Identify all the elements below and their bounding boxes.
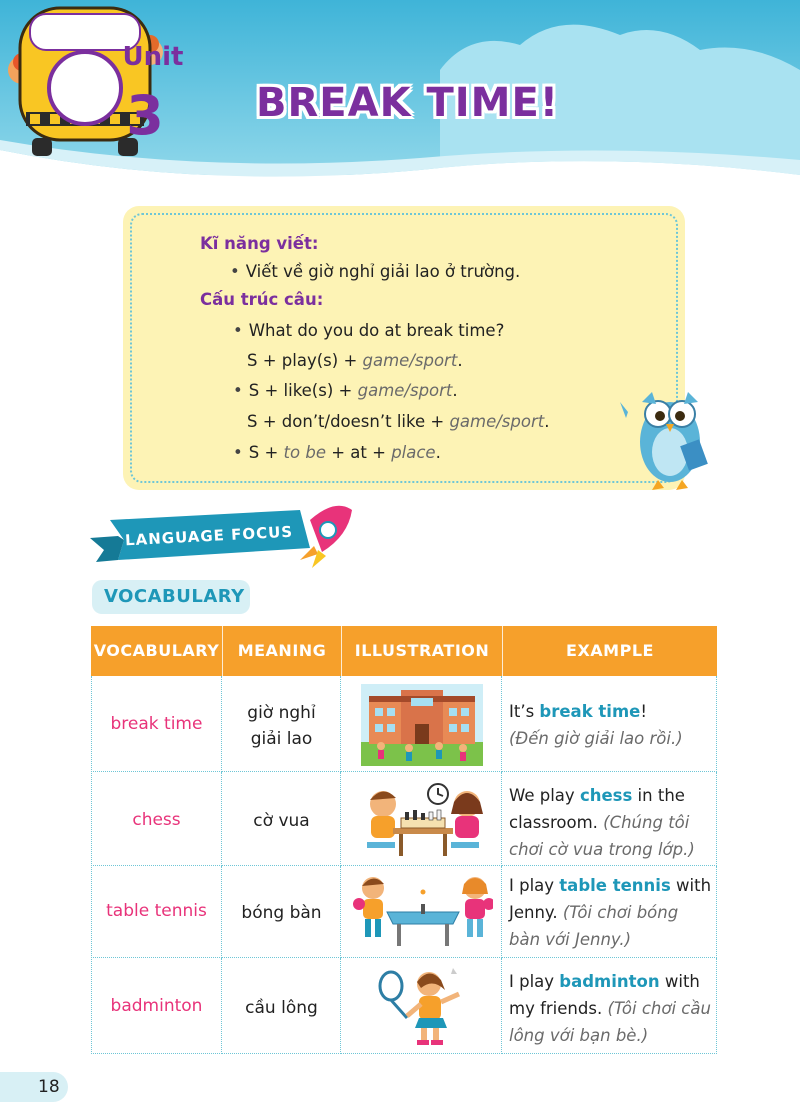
example-translation: lông với bạn bè.): [509, 1026, 649, 1045]
example-text: I play: [509, 876, 560, 895]
structure-placeholder: game/sport: [357, 381, 453, 400]
meaning-line: giải lao: [250, 729, 313, 749]
example-translation: (Đến giờ giải lao rồi.): [509, 729, 683, 748]
example-text: with: [659, 972, 700, 991]
writing-item: [230, 262, 520, 281]
bullet-icon: •: [233, 381, 243, 400]
example-translation: (Chúng tôi: [603, 813, 690, 832]
example-text: It’s: [509, 702, 540, 721]
example-keyword: table tennis: [559, 876, 671, 895]
page-number: 18: [38, 1077, 60, 1097]
vocab-meaning: [222, 700, 341, 752]
example-text: my friends.: [509, 999, 608, 1018]
writing-item-text: Viết về giờ nghỉ giải lao ở trường.: [245, 262, 521, 281]
structure-text: .: [544, 412, 550, 431]
vocab-word: break time: [110, 714, 203, 734]
header-example: EXAMPLE: [566, 641, 654, 660]
structure-text: .: [457, 351, 463, 370]
example-translation: (Tôi chơi bóng: [562, 903, 679, 922]
structure-item-1: [233, 321, 504, 340]
vocab-word: badminton: [110, 996, 203, 1016]
structure-text: + at +: [325, 443, 392, 462]
vocab-example: [509, 872, 714, 953]
structure-item-3: [233, 443, 441, 462]
example-line: [509, 872, 714, 899]
bullet-icon: •: [230, 262, 240, 281]
vocab-meaning: cầu lông: [245, 998, 318, 1018]
example-text: !: [640, 702, 647, 721]
structure-text: S + like(s) +: [248, 381, 358, 400]
example-text: Jenny.: [509, 903, 563, 922]
language-focus-label: LANGUAGE FOCUS: [124, 522, 294, 550]
structure-placeholder: game/sport: [449, 412, 545, 431]
example-translation: bàn với Jenny.): [509, 930, 632, 949]
example-line: [509, 809, 714, 836]
structure-text: .: [452, 381, 458, 400]
school-playground-icon: [361, 684, 483, 766]
kids-playing-table-tennis-icon: [353, 872, 493, 952]
structure-placeholder: game/sport: [362, 351, 458, 370]
unit-title: BREAK TIME!: [256, 80, 560, 126]
example-line: [509, 899, 714, 926]
unit-header: [0, 0, 800, 200]
structure-text: What do you do at break time?: [248, 321, 505, 340]
example-keyword: chess: [579, 786, 633, 805]
table-row: [91, 772, 717, 866]
example-translation: (Tôi chơi cầu: [607, 999, 711, 1018]
vocab-meaning: cờ vua: [253, 811, 310, 831]
vocab-meaning: bóng bàn: [241, 903, 322, 923]
vocabulary-tag-label: VOCABULARY: [104, 586, 245, 607]
example-text: with: [670, 876, 712, 895]
vocab-word: table tennis: [106, 901, 207, 921]
vocab-example: [509, 782, 714, 863]
structure-item-2b: [247, 412, 549, 431]
owl-mascot-icon: [618, 372, 714, 498]
example-line: [509, 782, 714, 809]
structure-placeholder: to be: [283, 443, 326, 462]
structure-heading: Cấu trúc câu:: [200, 290, 324, 309]
rocket-icon: [300, 506, 352, 568]
writing-heading: Kĩ năng viết:: [200, 234, 319, 253]
header-meaning: MEANING: [237, 641, 327, 660]
girl-playing-badminton-icon: [373, 964, 473, 1048]
structure-item-2: [233, 381, 458, 400]
example-text: classroom.: [509, 813, 604, 832]
kids-playing-chess-icon: [353, 780, 491, 860]
example-line: [509, 968, 714, 995]
example-text: We play: [509, 786, 580, 805]
header-vocabulary: VOCABULARY: [93, 641, 220, 660]
meaning-line: giờ nghỉ: [247, 703, 316, 723]
header-illustration: ILLUSTRATION: [354, 641, 490, 660]
unit-label: Unit: [122, 42, 184, 72]
example-keyword: break time: [539, 702, 641, 721]
example-translation: chơi cờ vua trong lớp.): [509, 840, 695, 859]
vocab-example: [509, 968, 714, 1049]
structure-text: S + play(s) +: [247, 351, 363, 370]
vocab-example: [509, 698, 714, 752]
example-line: [509, 995, 714, 1022]
structure-placeholder: place: [391, 443, 436, 462]
example-text: I play: [509, 972, 560, 991]
example-line: [509, 698, 714, 725]
structure-text: .: [435, 443, 441, 462]
table-row: [91, 958, 717, 1054]
table-row: [91, 866, 717, 958]
bullet-icon: •: [233, 443, 243, 462]
example-keyword: badminton: [559, 972, 660, 991]
vocab-word: chess: [132, 810, 181, 830]
table-header: [91, 626, 717, 676]
structure-item-1b: [247, 351, 463, 370]
example-text: in the: [632, 786, 685, 805]
unit-number: 3: [126, 84, 164, 147]
structure-text: S +: [248, 443, 284, 462]
structure-text: S + don’t/doesn’t like +: [247, 412, 450, 431]
bullet-icon: •: [233, 321, 243, 340]
table-row: [91, 676, 717, 772]
